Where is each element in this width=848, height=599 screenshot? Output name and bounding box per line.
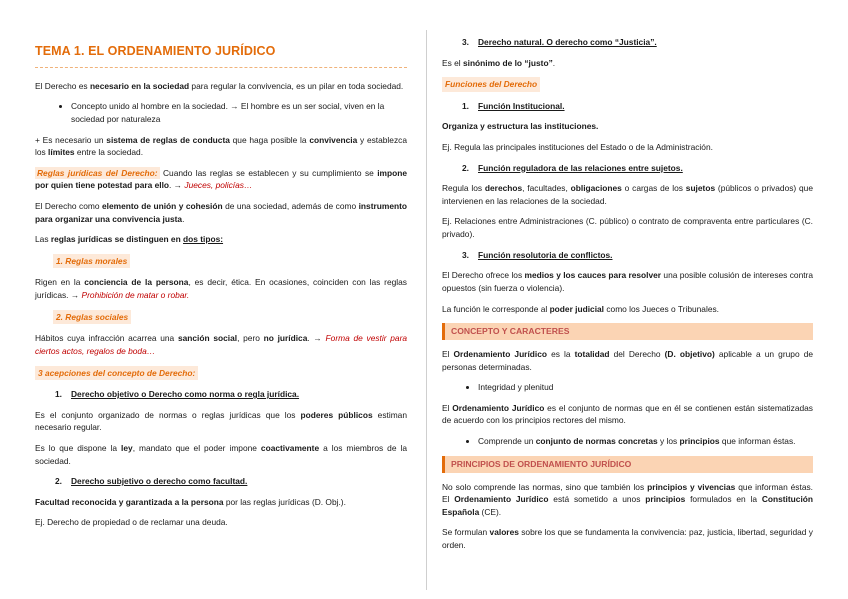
subjetivo-paragraph: Facultad reconocida y garantizada a la persona por las reglas jurídicas (D. Obj.).	[35, 496, 346, 507]
funcion-institucional-example: Ej. Regula las principales instituciones del Estado o de la Administración.	[442, 142, 713, 153]
concepto-section-heading: CONCEPTO Y CARACTERES	[442, 323, 813, 340]
natural-paragraph: Es el sinónimo de lo “justo”.	[442, 57, 556, 68]
reglas-morales-heading: 1. Reglas morales	[53, 254, 407, 269]
derecho-subjetivo-heading: 2. Derecho subjetivo o derecho como facultad.	[55, 476, 248, 487]
right-column	[442, 34, 813, 560]
morales-paragraph: Rigen en la conciencia de la persona, es decir, ética. En ocasiones, coinciden con las reglas jurídicas. → Prohibición de matar o robar.	[35, 277, 407, 301]
distinguen-paragraph: Las reglas jurídicas se distinguen en dos tipos:	[35, 234, 224, 245]
ley-paragraph: Es lo que dispone la ley, mandato que el poder impone coactivamente a los miembros de la sociedad.	[35, 442, 407, 466]
principios-paragraph: No solo comprende las normas, sino que también los principios y vivencias que informan éstas. El Ordenamiento Jurídico está sometido a unos principios formulados en la Constitución Española (CE).	[442, 481, 814, 517]
funciones-heading: Funciones del Derecho	[442, 77, 813, 100]
funcion-institucional-heading: 1. Función Institucional.	[462, 100, 565, 111]
reglas-juridicas-paragraph: Reglas jurídicas del Derecho: Cuando las reglas se establecen y su cumplimiento se impone por quien tiene potestad para ello. → Jueces, policías…	[35, 167, 407, 191]
funcion-reguladora-heading: 2. Función reguladora de las relaciones entre sujetos.	[462, 162, 683, 173]
list-item: • Integridad y plenitud	[478, 381, 813, 394]
sociales-paragraph: Hábitos cuya infracción acarrea una sanción social, pero no jurídica. → Forma de vestir para ciertos actos, regalos de boda…	[35, 333, 408, 356]
derecho-objetivo-heading: 1. Derecho objetivo o Derecho como norma o regla jurídica.	[55, 389, 300, 400]
concepto-list	[442, 381, 813, 394]
list-item: • Comprende un conjunto de normas concretas y los principios que informan éstas.	[478, 435, 813, 448]
plus-paragraph: + Es necesario un sistema de reglas de conducta que haga posible la convivencia y establezca los límites entre la sociedad.	[35, 134, 407, 158]
concepto-paragraph: El Ordenamiento Jurídico es la totalidad del Derecho (D. objetivo) aplicable a un grupo de personas determinadas.	[442, 349, 814, 372]
concepto-list-2	[442, 435, 813, 448]
concepto-paragraph-2: El Ordenamiento Jurídico es el conjunto de normas que en él se contienen están sistematizadas de acuerdo con los principios rectores del mismo.	[442, 402, 813, 426]
column-divider	[426, 30, 427, 590]
valores-paragraph: Se formulan valores sobre los que se fundamenta la convivencia: paz, justicia, libertad, seguridad y orden.	[442, 527, 813, 551]
left-column	[35, 34, 407, 537]
intro-paragraph: El Derecho es necesario en la sociedad para regular la convivencia, es un pilar en toda sociedad.	[35, 80, 404, 91]
concept-list	[35, 100, 407, 125]
funcion-institucional-bold: Organiza y estructura las instituciones.	[442, 121, 599, 132]
funcion-resolutoria-paragraph: El Derecho ofrece los medios y los cauces para resolver una posible colusión de intereses contra opuestos (sin fuerza o violencia).	[442, 270, 814, 293]
funcion-reguladora-example: Ej. Relaciones entre Administraciones (C. público) o contrato de compraventa entre particulares (C. privado).	[442, 216, 813, 240]
funcion-reguladora-paragraph: Regula los derechos, facultades, obligaciones o cargas de los sujetos (públicos o privados) que intervienen en las relaciones de la sociedad.	[442, 183, 813, 206]
objetivo-paragraph: Es el conjunto organizado de normas o reglas jurídicas que los poderes públicos estiman necesario regular.	[35, 409, 408, 433]
funcion-resolutoria-heading: 3. Función resolutoria de conflictos.	[462, 249, 613, 260]
list-item: • Concepto unido al hombre en la sociedad. → El hombre es un ser social, viven en la sociedad por naturaleza	[71, 100, 407, 125]
reglas-juridicas-label: Reglas jurídicas del Derecho:	[37, 167, 158, 178]
principios-section-heading: PRINCIPIOS DE ORDENAMIENTO JURÍDICO	[442, 456, 813, 473]
page-title: TEMA 1. EL ORDENAMIENTO JURÍDICO	[35, 42, 407, 68]
elemento-paragraph: El Derecho como elemento de unión y cohesión de una sociedad, además de como instrumento para organizar una convivencia justa.	[35, 201, 407, 224]
subjetivo-example: Ej. Derecho de propiedad o de reclamar una deuda.	[35, 517, 228, 528]
poder-judicial-paragraph: La función le corresponde al poder judicial como los Jueces o Tribunales.	[442, 303, 719, 314]
derecho-natural-heading: 3. Derecho natural. O derecho como “Justicia”.	[462, 37, 657, 47]
acepciones-heading: 3 acepciones del concepto de Derecho:	[35, 366, 407, 389]
reglas-sociales-heading: 2. Reglas sociales	[53, 310, 407, 325]
